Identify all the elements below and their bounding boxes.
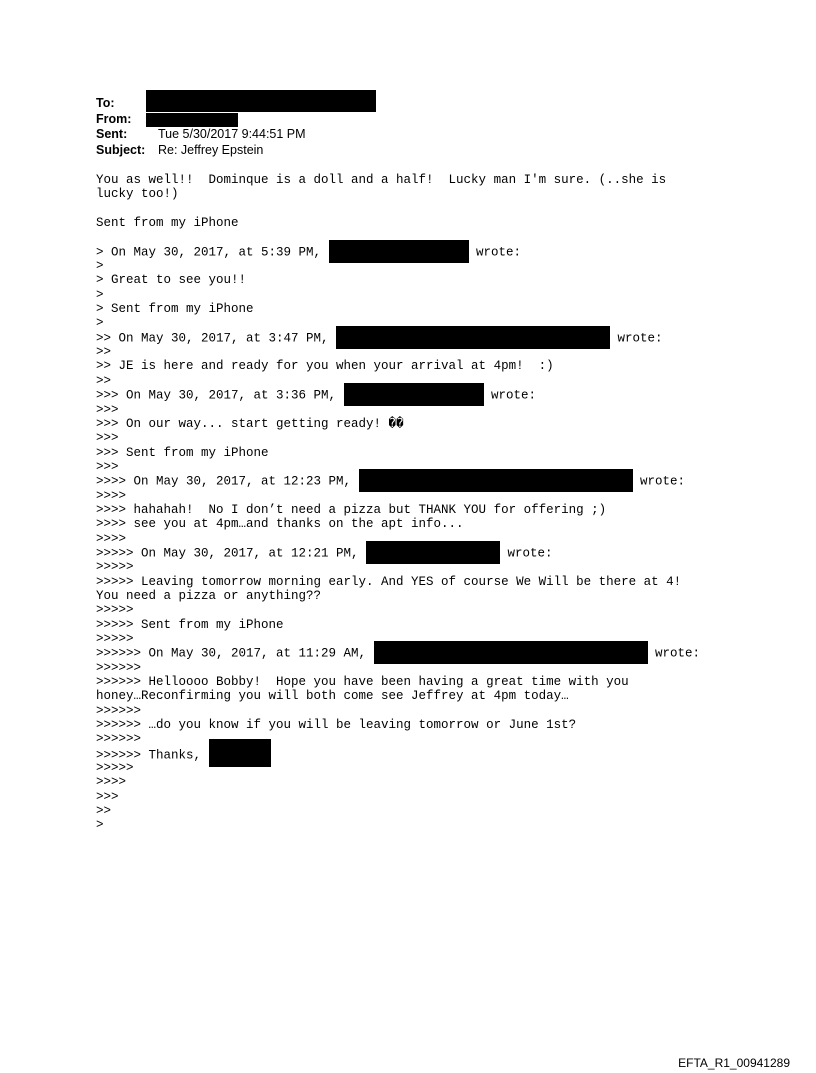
redaction-box [146,113,238,127]
quote-line: > Sent from my iPhone [96,302,254,317]
quote-header [96,546,716,560]
quote-line: > [96,316,104,331]
quote-line: >>> [96,459,119,474]
quote-header-text: >>> On May 30, 2017, at 3:36 PM, [96,388,344,403]
quote-line: >>>>> [96,603,134,618]
quote-line: >>>>> [96,560,134,575]
quote-line: >>>>> [96,632,134,646]
quote-line: >>> [96,789,119,804]
sent-row [96,127,376,143]
document-id: EFTA_R1_00941289 [678,1056,790,1070]
quote-header-text: wrote: [468,245,522,260]
quote-line: >>>>>> [96,660,142,675]
quote-line: >>>> [96,775,127,790]
to-label: To: [96,96,115,110]
from-label: From: [96,111,132,126]
quote-header-text: wrote: [483,388,537,403]
sent-label: Sent: [96,127,128,141]
quote-header-text: >> On May 30, 2017, at 3:47 PM, [96,331,337,346]
subject-row [96,143,376,159]
quote-line: >>>> [96,531,127,546]
quote-line: >>>>> Leaving tomorrow morning early. And YES of course We Will be there at 4! [96,574,682,589]
quote-header-text: >>>>> On May 30, 2017, at 12:21 PM, [96,546,367,561]
sent-value: Tue 5/30/2017 9:44:51 PM [158,127,306,141]
quote-line: > [96,818,104,833]
quote-header-text: wrote: [610,331,663,346]
quote-header-text: > On May 30, 2017, at 5:39 PM, [96,245,329,260]
quote-line: >>> Sent from my iPhone [96,445,269,460]
quote-header [96,646,716,660]
quote-header [96,474,716,488]
quote-line: > [96,259,104,274]
subject-label: Subject: [96,142,146,157]
quote-line: >>> [96,402,119,417]
quote-header-text: >>>>>> On May 30, 2017, at 11:29 AM, [96,646,374,661]
quote-line: >>> [96,431,119,446]
quote-signoff [96,747,716,761]
quote-signoff-text: >>>>>> Thanks, [96,748,209,763]
quote-header [96,245,716,259]
quote-header-text: wrote: [647,646,701,661]
quote-line: >>>> [96,488,127,503]
to-row [96,96,376,112]
quote-header-text: wrote: [632,474,686,489]
quote-line: You need a pizza or anything?? [96,588,322,603]
quote-line: >>>>>> [96,732,142,747]
redaction-box [146,90,376,112]
quote-line: >>>>> [96,761,134,776]
quote-header [96,331,716,345]
quote-line: honey…Reconfirming you will both come see Jeffrey at 4pm today… [96,689,569,704]
quote-line: >>> On our way... start getting ready! �� [96,416,404,431]
signature-line: Sent from my iPhone [96,216,239,231]
quote-line: >> [96,804,112,819]
quote-line: >> JE is here and ready for you when your arrival at 4pm! :) [96,359,554,374]
email-body [96,173,716,833]
quote-line: >> [96,345,112,360]
body-line: You as well!! Dominque is a doll and a half! Lucky man I'm sure. (..she is [96,173,667,187]
quote-line: >>>>>> …do you know if you will be leaving tomorrow or June 1st? [96,718,577,733]
quote-line: >>>>> Sent from my iPhone [96,617,284,632]
quote-line: >>>> see you at 4pm…and thanks on the apt info... [96,517,464,532]
quote-line: > [96,287,104,302]
body-line: lucky too!) [96,187,179,202]
quote-header [96,388,716,402]
subject-value: Re: Jeffrey Epstein [158,142,264,157]
quote-header-text: >>>> On May 30, 2017, at 12:23 PM, [96,474,359,489]
from-row [96,112,376,128]
quote-line: >>>> hahahah! No I don’t need a pizza but THANK YOU for offering ;) [96,502,607,517]
email-header [96,96,376,158]
quote-header-text: wrote: [500,546,553,561]
quote-line: >>>>>> [96,703,142,718]
quote-line: >>>>>> Helloooo Bobby! Hope you have been having a great time with you [96,675,629,690]
quote-line: > Great to see you!! [96,273,247,288]
quote-line: >> [96,373,112,388]
